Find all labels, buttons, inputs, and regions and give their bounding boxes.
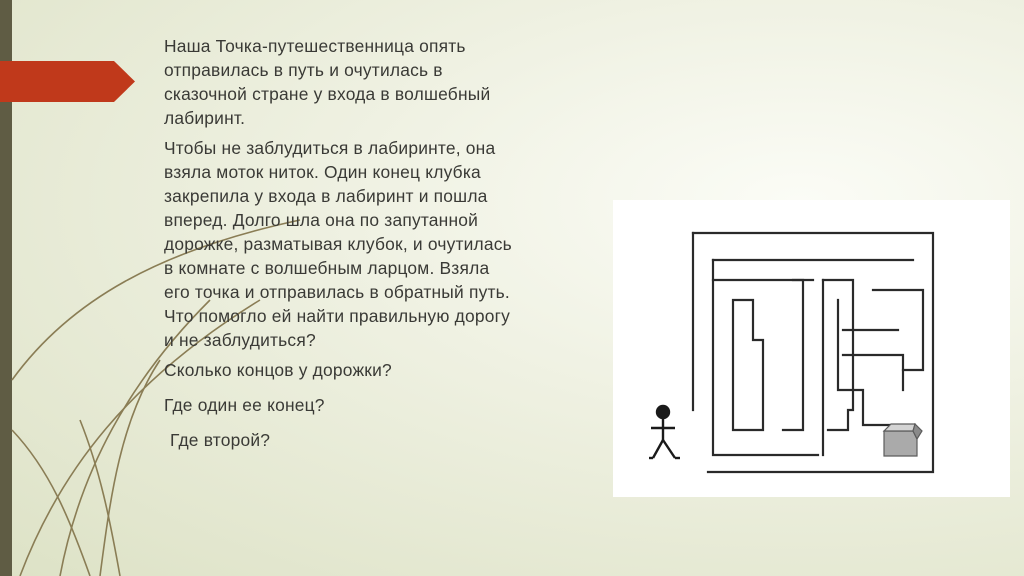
question-second-end: Где второй? — [170, 430, 271, 450]
maze-image — [613, 200, 1010, 497]
stick-figure-icon — [649, 406, 680, 458]
paragraph-story: Чтобы не заблудиться в лабиринте, она взяла моток ниток. Один конец клубка закрепила у входа в лабиринт и пошла вперед. Долго шла она по запутанной дорожке, разматывая клубок, и очутилась в комнате с волшебным ларцом. Взяла его точка и отправилась в обратный путь. Что помогло ей найти правильную дорогу и не заблудиться? — [164, 138, 512, 350]
red-arrow-icon — [0, 61, 135, 102]
text-block — [164, 34, 634, 463]
treasure-chest-icon — [884, 424, 922, 456]
paragraph-intro: Наша Точка-путешественница опять отправилась в путь и очутилась в сказочной стране у входа в волшебный лабиринт. — [164, 36, 491, 128]
question-ends-count: Сколько концов у дорожки? — [164, 360, 392, 380]
maze-drawing — [613, 200, 1010, 497]
question-first-end: Где один ее конец? — [164, 395, 325, 415]
